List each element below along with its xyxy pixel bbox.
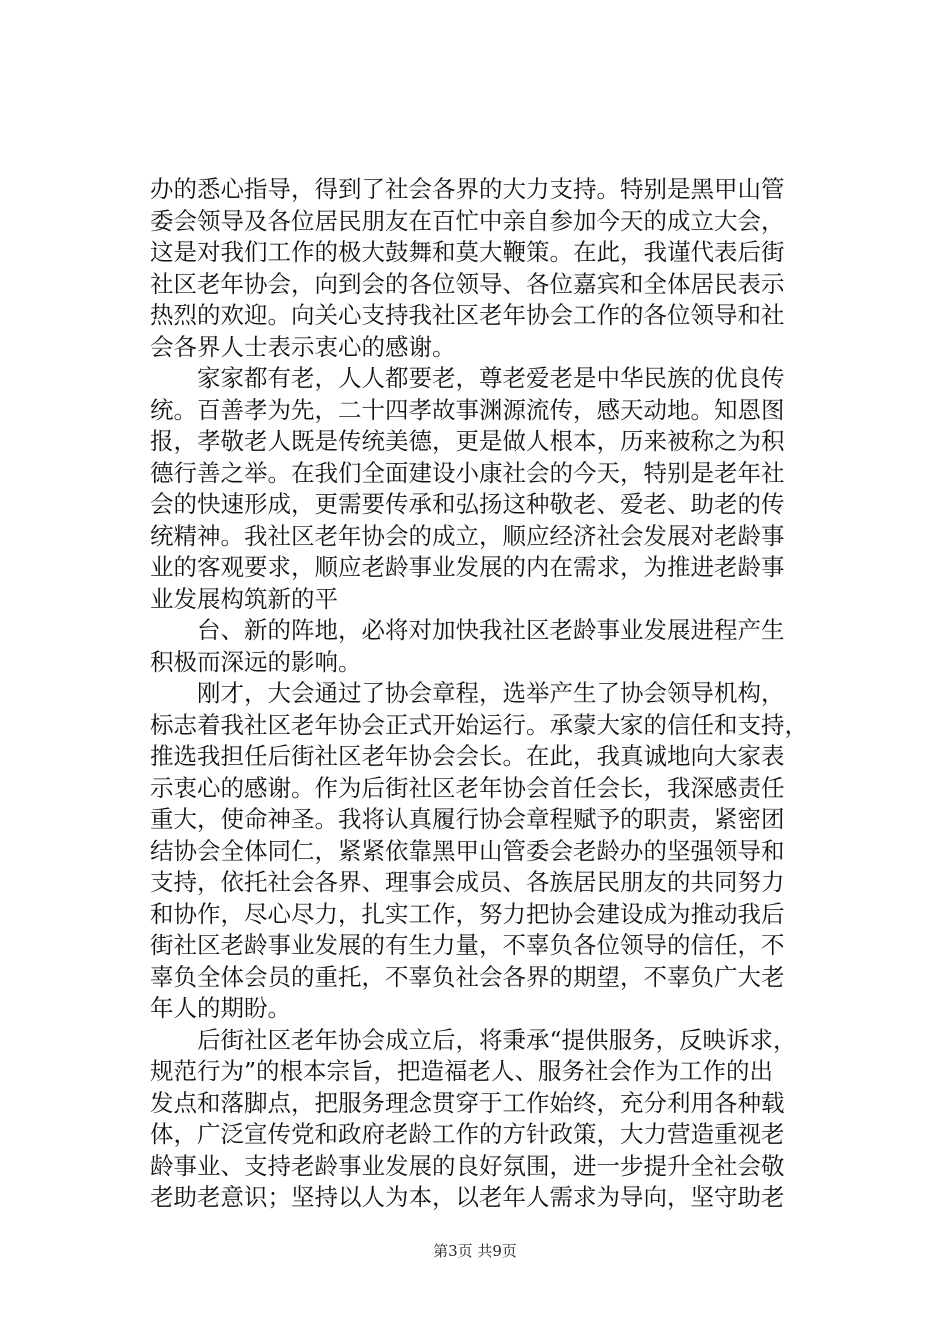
text-line: 社区老年协会，向到会的各位领导、各位嘉宾和全体居民表示 — [150, 269, 785, 298]
text-line: 和协作，尽心尽力，扎实工作，努力把协会建设成为推动我后 — [150, 899, 785, 928]
text-line: 支持，依托社会各界、理事会成员、各族居民朋友的共同努力 — [150, 868, 785, 896]
text-line: 业的客观要求，顺应老龄事业发展的内在需求，为推进老龄事 — [150, 553, 785, 581]
body-text — [150, 174, 840, 1214]
text-line: 重大，使命神圣。我将认真履行协会章程赋予的职责，紧密团 — [150, 805, 785, 833]
page-footer: 第3页 共9页 — [433, 1242, 517, 1260]
paragraph-first-line: 家家都有老，人人都要老，尊老爱老是中华民族的优良传 — [197, 364, 785, 392]
text-line: 规范行为”的根本宗旨，把造福老人、服务社会作为工作的出 — [150, 1057, 774, 1085]
text-line: 年人的期盼。 — [150, 994, 291, 1022]
text-line: 示衷心的感谢。作为后街社区老年协会首任会长，我深感责任 — [150, 773, 785, 802]
text-line: 这是对我们工作的极大鼓舞和莫大鞭策。在此，我谨代表后街 — [150, 238, 785, 266]
text-line: 老助老意识；坚持以人为本，以老年人需求为导向，坚守助老 — [150, 1183, 785, 1211]
text-line: 统精神。我社区老年协会的成立，顺应经济社会发展对老龄事 — [150, 521, 785, 550]
text-line: 辜负全体会员的重托，不辜负社会各界的期望，不辜负广大老 — [150, 962, 785, 991]
text-line: 龄事业、支持老龄事业发展的良好氛围，进一步提升全社会敬 — [150, 1151, 785, 1180]
text-line: 会各界人士表示衷心的感谢。 — [150, 332, 456, 361]
paragraph-first-line: 刚才，大会通过了协会章程，选举产生了协会领导机构， — [197, 679, 785, 707]
text-line: 街社区老龄事业发展的有生力量，不辜负各位领导的信任，不 — [150, 931, 785, 959]
text-line: 办的悉心指导，得到了社会各界的大力支持。特别是黑甲山管 — [150, 175, 785, 203]
text-line: 热烈的欢迎。向关心支持我社区老年协会工作的各位领导和社 — [150, 301, 785, 329]
text-line: 体，广泛宣传党和政府老龄工作的方针政策，大力营造重视老 — [150, 1120, 785, 1148]
text-line: 德行善之举。在我们全面建设小康社会的今天，特别是老年社 — [150, 458, 785, 487]
text-line: 委会领导及各位居民朋友在百忙中亲自参加今天的成立大会， — [150, 206, 785, 235]
paragraph-first-line: 后街社区老年协会成立后，将秉承“提供服务，反映诉求， — [197, 1025, 797, 1054]
paragraph-first-line: 台、新的阵地，必将对加快我社区老龄事业发展进程产生 — [197, 616, 785, 644]
text-line: 发点和落脚点，把服务理念贯穿于工作始终，充分利用各种载 — [150, 1088, 785, 1117]
text-line: 积极而深远的影响。 — [150, 647, 362, 676]
text-line: 统。百善孝为先，二十四孝故事渊源流传，感天动地。知恩图 — [150, 395, 785, 424]
text-line: 报，孝敬老人既是传统美德，更是做人根本，历来被称之为积 — [150, 427, 785, 455]
text-line: 业发展构筑新的平 — [150, 584, 338, 613]
text-line: 推选我担任后街社区老年协会会长。在此，我真诚地向大家表 — [150, 742, 785, 770]
text-line: 会的快速形成，更需要传承和弘扬这种敬老、爱老、助老的传 — [150, 490, 785, 518]
text-line: 标志着我社区老年协会正式开始运行。承蒙大家的信任和支持， — [150, 710, 808, 739]
text-line: 结协会全体同仁，紧紧依靠黑甲山管委会老龄办的坚强领导和 — [150, 836, 785, 865]
